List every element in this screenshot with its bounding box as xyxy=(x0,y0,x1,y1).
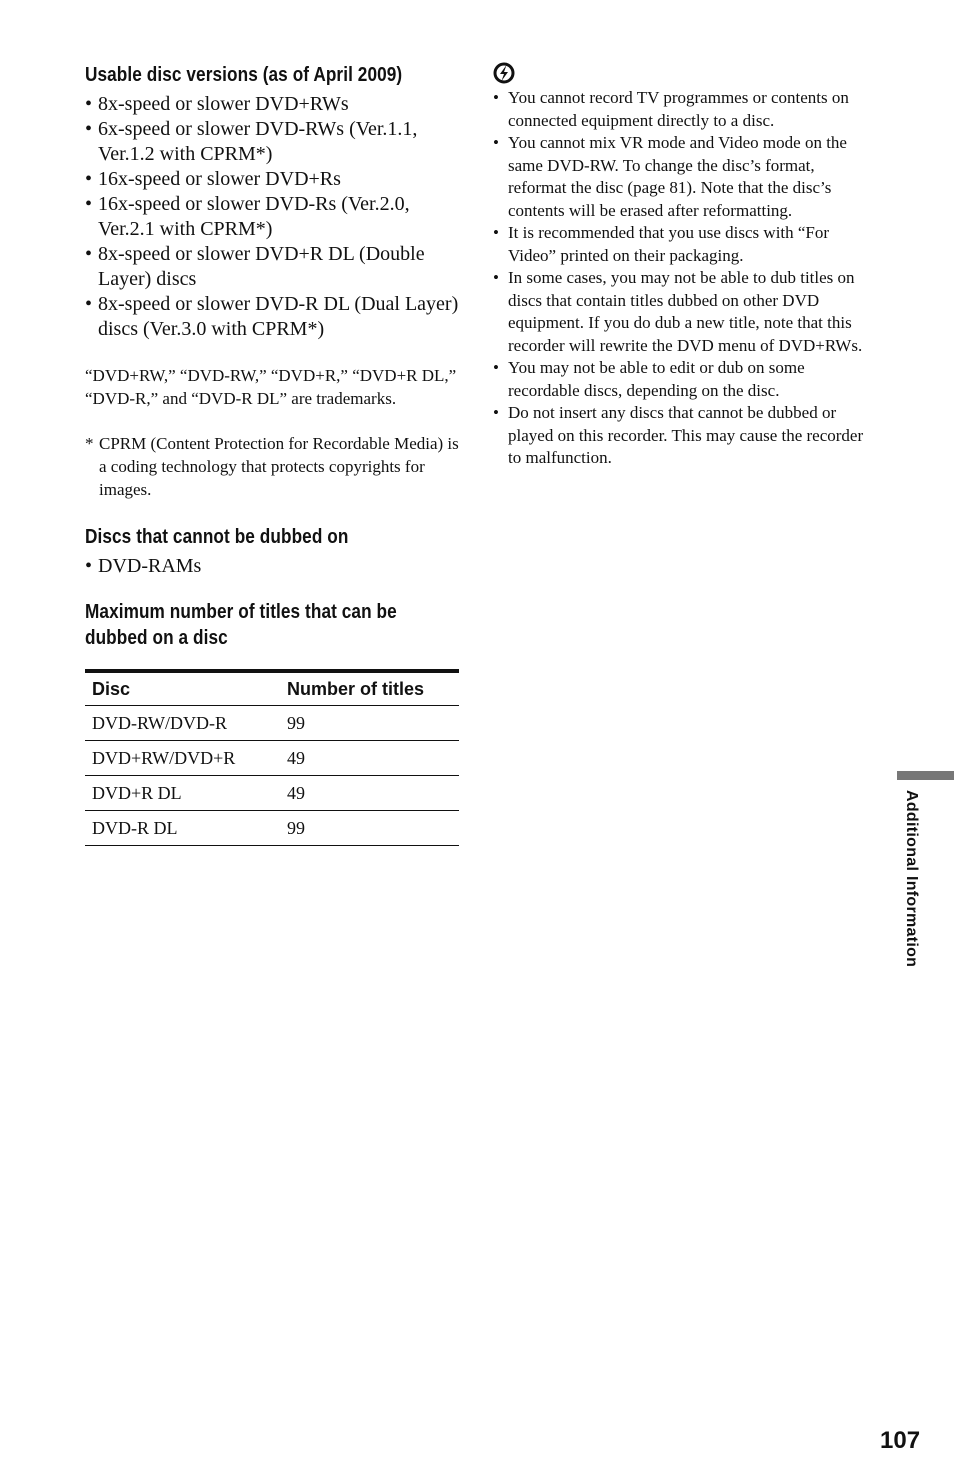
usable-disc-heading: Usable disc versions (as of April 2009) xyxy=(85,64,403,86)
column-header-disc: Disc xyxy=(85,671,280,706)
max-titles-heading: Maximum number of titles that can be dubbed on a disc xyxy=(85,601,397,649)
footnote-text: CPRM (Content Protection for Recordable Media) is a coding technology that protects copyrights for images. xyxy=(99,434,459,499)
titles-cell: 99 xyxy=(280,811,459,846)
list-item: • 8x-speed or slower DVD+R DL (Double Layer) discs xyxy=(85,242,459,292)
table-row xyxy=(85,776,459,811)
table-row xyxy=(85,741,459,776)
column-header-number: Number of titles xyxy=(280,671,459,706)
titles-cell: 99 xyxy=(280,706,459,741)
list-item: • DVD-RAMs xyxy=(85,554,459,579)
list-item: • 6x-speed or slower DVD-RWs (Ver.1.1, Ver.1.2 with CPRM*) xyxy=(85,117,459,167)
list-item: • 16x-speed or slower DVD-Rs (Ver.2.0, Ver.2.1 with CPRM*) xyxy=(85,192,459,242)
list-item: • You may not be able to edit or dub on some recordable discs, depending on the disc. xyxy=(493,357,873,402)
list-item: • 16x-speed or slower DVD+Rs xyxy=(85,167,459,192)
disc-cell: DVD+R DL xyxy=(85,776,280,811)
table-row xyxy=(85,706,459,741)
list-item: • You cannot record TV programmes or contents on connected equipment directly to a disc. xyxy=(493,87,873,132)
cprm-footnote xyxy=(85,432,459,501)
disc-cell: DVD-RW/DVD-R xyxy=(85,706,280,741)
cannot-dub-heading: Discs that cannot be dubbed on xyxy=(85,526,349,548)
page-number: 107 xyxy=(880,1427,921,1454)
notes-list xyxy=(493,87,873,470)
footnote-mark: * xyxy=(85,434,94,453)
usable-disc-list xyxy=(85,92,459,342)
side-tab-label: Additional Information xyxy=(903,790,920,968)
list-item: • In some cases, you may not be able to dub titles on discs that contain titles dubbed on other DVD equipment. If you do dub a new title, note that this recorder will rewrite the DVD menu of DVD+RWs. xyxy=(493,267,873,357)
list-item: • 8x-speed or slower DVD+RWs xyxy=(85,92,459,117)
cannot-dub-list xyxy=(85,554,459,579)
left-column xyxy=(85,62,459,846)
titles-cell: 49 xyxy=(280,741,459,776)
list-item: • 8x-speed or slower DVD-R DL (Dual Layer) discs (Ver.3.0 with CPRM*) xyxy=(85,292,459,342)
note-icon xyxy=(493,62,515,84)
list-item: • It is recommended that you use discs with “For Video” printed on their packaging. xyxy=(493,222,873,267)
disc-cell: DVD+RW/DVD+R xyxy=(85,741,280,776)
list-item: • Do not insert any discs that cannot be dubbed or played on this recorder. This may cause the recorder to malfunction. xyxy=(493,402,873,470)
table-header-row xyxy=(85,671,459,706)
list-item: • You cannot mix VR mode and Video mode on the same DVD-RW. To change the disc’s format, reformat the disc (page 81). Note that the disc’s contents will be erased after reformatting. xyxy=(493,132,873,222)
right-column xyxy=(493,62,873,470)
table-row xyxy=(85,811,459,846)
titles-cell: 49 xyxy=(280,776,459,811)
disc-cell: DVD-R DL xyxy=(85,811,280,846)
side-tab-bar xyxy=(897,771,954,780)
trademark-note: “DVD+RW,” “DVD-RW,” “DVD+R,” “DVD+R DL,” “DVD-R,” and “DVD-R DL” are trademarks. xyxy=(85,366,457,408)
max-titles-table xyxy=(85,669,459,846)
